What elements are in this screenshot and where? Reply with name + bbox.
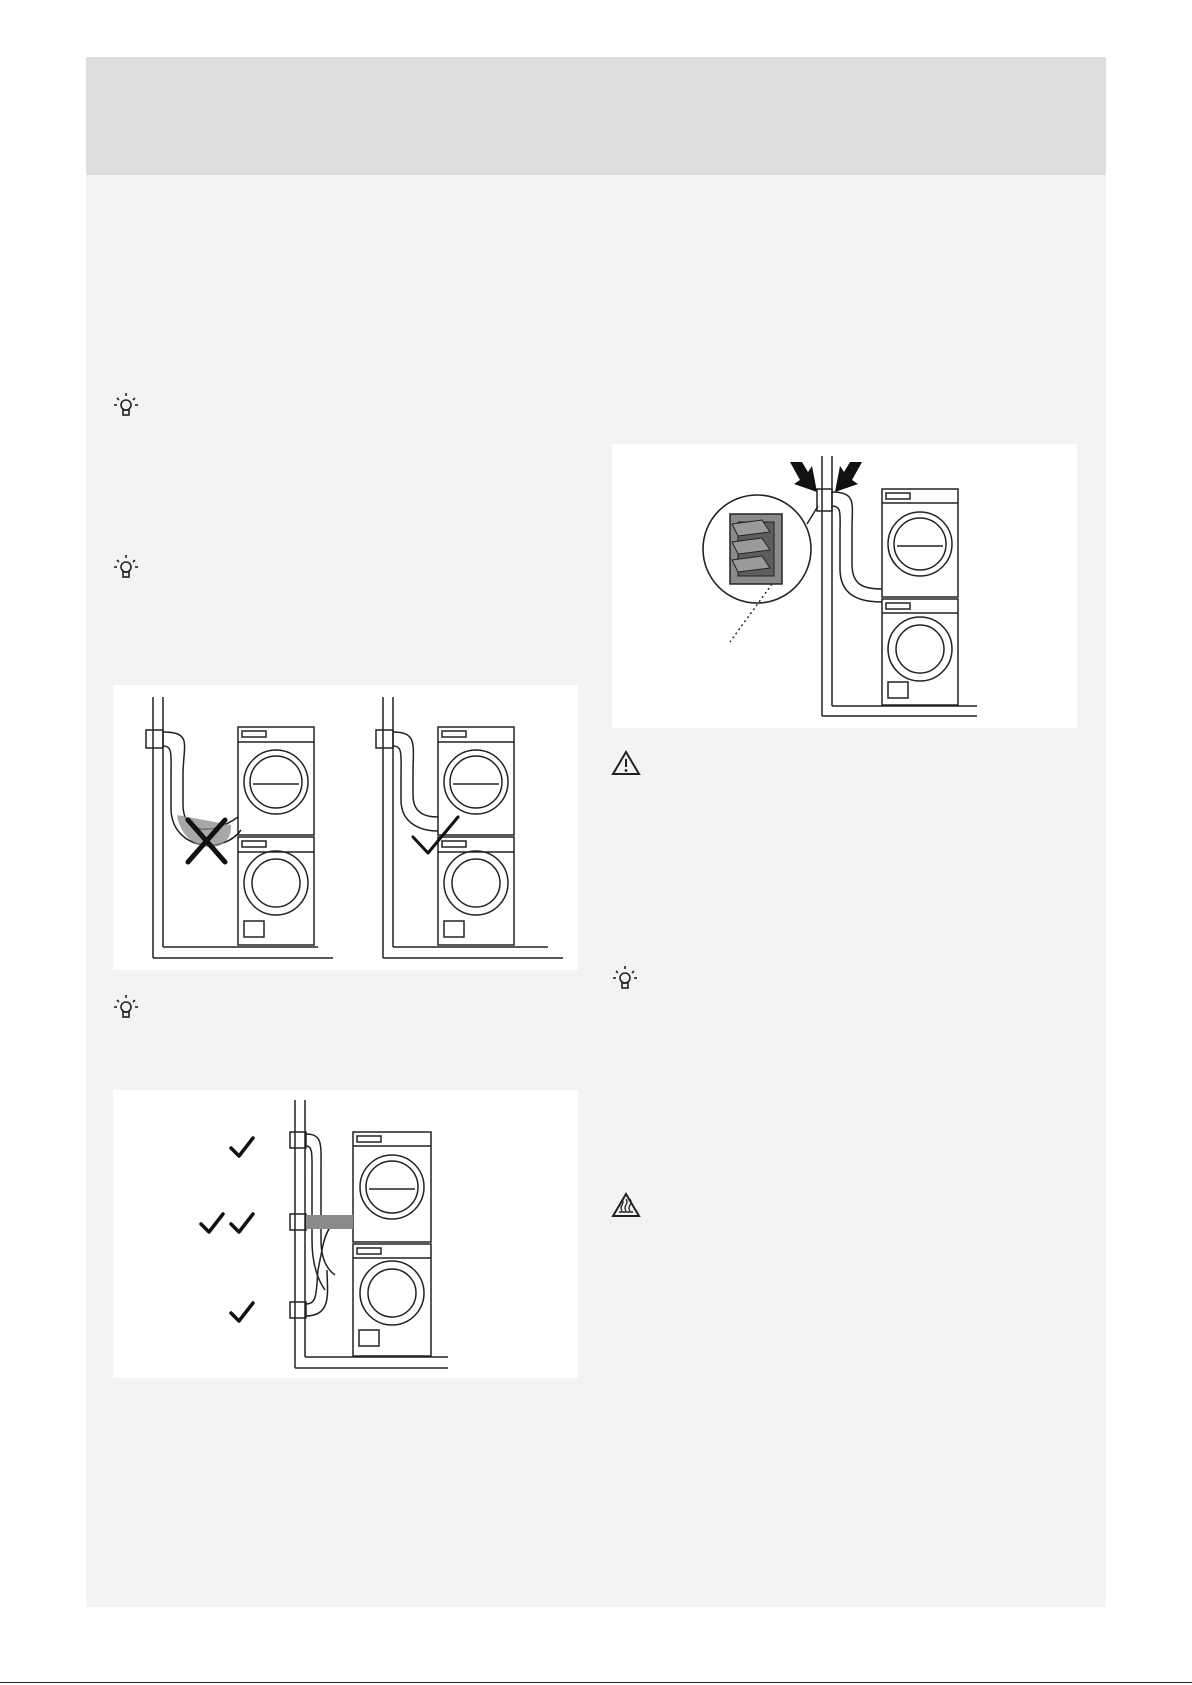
vent-flap-magnified — [730, 514, 782, 584]
left-installation — [146, 697, 333, 958]
lightbulb-tip-icon — [112, 552, 140, 582]
figure-outlet-heights — [113, 1090, 578, 1378]
manual-page — [86, 57, 1106, 1607]
lightbulb-tip-icon — [611, 963, 639, 993]
warning-triangle-icon — [611, 749, 641, 777]
check-mark — [231, 1303, 253, 1321]
lightbulb-tip-icon — [112, 992, 140, 1022]
callout-leader — [730, 584, 772, 642]
check-mark — [201, 1214, 223, 1232]
check-mark — [231, 1214, 253, 1232]
right-installation — [376, 697, 563, 958]
check-mark — [231, 1138, 253, 1156]
header-band — [86, 57, 1106, 175]
lightbulb-tip-icon — [112, 390, 140, 420]
hot-surface-icon — [611, 1191, 641, 1219]
duct-shading — [306, 1215, 353, 1229]
page-bottom-rule — [0, 1682, 1192, 1683]
arrow-icon — [790, 462, 862, 492]
figure-wall-vent-flap — [612, 444, 1077, 728]
figure-duct-sag — [113, 685, 578, 970]
